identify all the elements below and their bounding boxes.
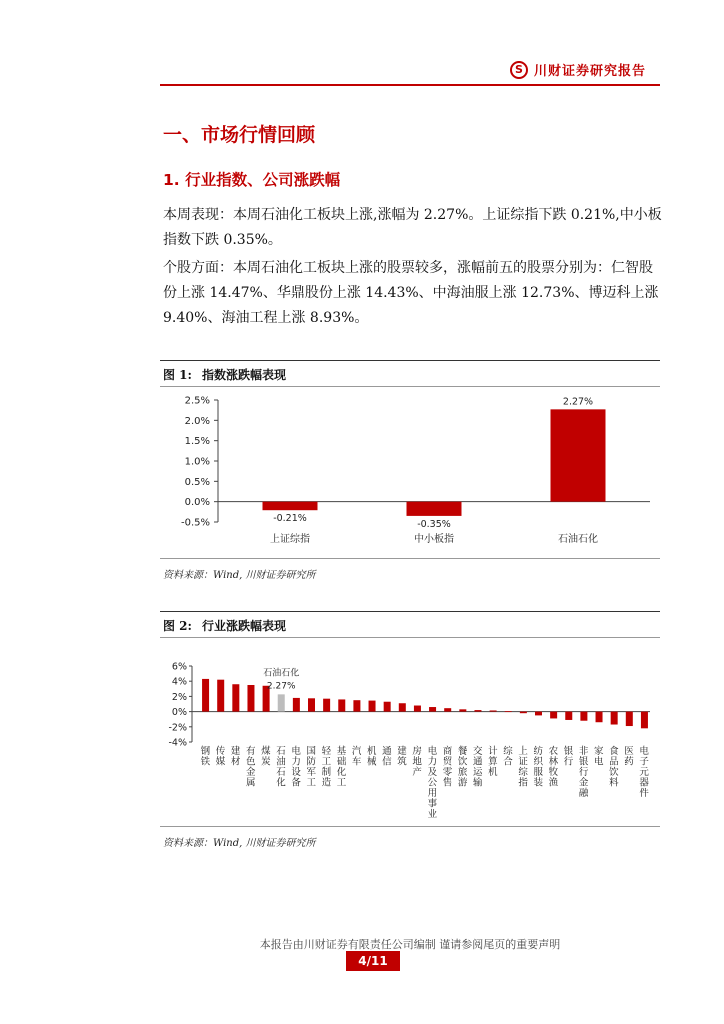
figure2-title-rule bbox=[160, 637, 660, 638]
subsection-title: 1. 行业指数、公司涨跌幅 bbox=[163, 171, 341, 189]
highlight-value-label: 2.27% bbox=[266, 681, 296, 692]
figure1-title-text: 指数涨跌幅表现 bbox=[201, 368, 286, 382]
category-label: 石油石化 bbox=[558, 534, 598, 545]
data-label: 2.27% bbox=[562, 396, 594, 408]
bar bbox=[535, 712, 542, 716]
bar bbox=[202, 679, 209, 712]
bar bbox=[565, 712, 572, 720]
brand-logo-icon: S bbox=[510, 61, 528, 79]
category-label: 石油石化 bbox=[276, 746, 286, 789]
bar bbox=[263, 502, 318, 511]
figure1-source: 资料来源：Wind, 川财证券研究所 bbox=[163, 570, 316, 581]
category-label: 国防军工 bbox=[306, 746, 317, 789]
bar bbox=[399, 703, 406, 711]
category-label: 电力及公用事业 bbox=[427, 746, 438, 820]
bar bbox=[505, 711, 512, 712]
y-tick-label: 2% bbox=[171, 691, 187, 703]
y-tick-label: 0% bbox=[171, 707, 187, 719]
category-label: 医药 bbox=[624, 746, 634, 768]
category-label: 汽车 bbox=[351, 746, 362, 768]
y-tick-label: 2.5% bbox=[184, 395, 210, 407]
page-number: 4/11 bbox=[346, 951, 400, 971]
paragraph-weekly-performance: 本周表现：本周石油化工板块上涨,涨幅为 2.27%。上证综指下跌 0.21%,中小板指数下跌 0.35%。 bbox=[163, 207, 662, 248]
paragraph-stock-performance: 个股方面：本周石油化工板块上涨的股票较多，涨幅前五的股票分别为：仁智股份上涨 14.47%、华鼎股份上涨 14.43%、中海油服上涨 12.73%、博迈科上涨 9.40%、海油工程上涨 8.93%。 bbox=[163, 260, 659, 326]
data-label: -0.35% bbox=[417, 518, 451, 530]
category-label: 银行 bbox=[563, 746, 574, 768]
category-label: 上证综指 bbox=[518, 746, 528, 789]
figure2-title-text: 行业涨跌幅表现 bbox=[201, 619, 286, 633]
figure1-bottom-rule bbox=[160, 558, 660, 559]
data-label: -0.21% bbox=[273, 513, 307, 525]
category-label: 纺织服装 bbox=[533, 746, 544, 789]
y-tick-label: 0.0% bbox=[184, 497, 210, 509]
category-label: 交通运输 bbox=[472, 746, 483, 789]
category-label: 房地产 bbox=[412, 746, 422, 778]
category-label: 机械 bbox=[367, 746, 377, 768]
bar bbox=[278, 694, 285, 711]
category-label: 轻工制造 bbox=[321, 746, 332, 789]
category-label: 餐饮旅游 bbox=[457, 746, 468, 789]
category-label: 传媒 bbox=[215, 746, 226, 768]
y-tick-label: 0.5% bbox=[184, 476, 210, 488]
figure2-label: 图 2: bbox=[163, 619, 192, 633]
bar bbox=[611, 712, 618, 725]
category-label: 中小板指 bbox=[414, 534, 454, 545]
bar bbox=[308, 698, 315, 711]
category-label: 建筑 bbox=[397, 746, 407, 768]
y-tick-label: -0.5% bbox=[180, 517, 210, 529]
header-rule bbox=[160, 84, 660, 86]
category-label: 有色金属 bbox=[245, 746, 256, 789]
category-label: 上证综指 bbox=[270, 534, 310, 545]
bar bbox=[323, 699, 330, 712]
bar bbox=[551, 409, 606, 501]
bar bbox=[369, 701, 376, 712]
report-brand bbox=[510, 60, 646, 79]
bar bbox=[580, 712, 587, 721]
bar bbox=[338, 699, 345, 711]
figure2-bottom-rule bbox=[160, 826, 660, 827]
category-label: 煤炭 bbox=[261, 746, 271, 768]
bar bbox=[293, 698, 300, 712]
y-tick-label: 1.0% bbox=[184, 456, 210, 468]
bar bbox=[626, 712, 633, 726]
bar bbox=[353, 700, 360, 711]
bar bbox=[596, 712, 603, 723]
bar bbox=[520, 712, 527, 714]
figure1-label: 图 1: bbox=[163, 368, 192, 382]
bar bbox=[407, 502, 462, 516]
footer-disclaimer: 本报告由川财证券有限责任公司编制 谨请参阅尾页的重要声明 bbox=[259, 938, 561, 951]
bar bbox=[217, 680, 224, 712]
category-label: 钢铁 bbox=[200, 746, 211, 768]
category-label: 计算机 bbox=[488, 746, 498, 778]
bar bbox=[490, 710, 497, 711]
y-tick-label: -4% bbox=[168, 737, 187, 749]
category-label: 食品饮料 bbox=[609, 746, 619, 789]
bar bbox=[474, 710, 481, 712]
y-tick-label: 2.0% bbox=[184, 415, 210, 427]
category-label: 商贸零售 bbox=[442, 746, 453, 789]
bar bbox=[414, 706, 421, 712]
category-label: 通信 bbox=[382, 746, 392, 768]
figure1-title-rule bbox=[160, 386, 660, 387]
category-label: 综合 bbox=[503, 746, 513, 768]
category-label: 建材 bbox=[230, 746, 241, 768]
figure2-title bbox=[163, 617, 296, 634]
bar bbox=[384, 702, 391, 712]
category-label: 基础化工 bbox=[336, 746, 347, 789]
y-tick-label: 4% bbox=[171, 676, 187, 688]
y-tick-label: 6% bbox=[171, 661, 187, 673]
category-label: 电力设备 bbox=[291, 746, 301, 789]
figure1-top-rule bbox=[160, 360, 660, 361]
bar bbox=[550, 712, 557, 719]
bar bbox=[232, 684, 239, 711]
category-label: 非银行金融 bbox=[578, 746, 589, 799]
bar bbox=[641, 712, 648, 729]
y-tick-label: 1.5% bbox=[184, 436, 210, 448]
bar bbox=[459, 709, 466, 711]
brand-name: 川财证券研究报告 bbox=[534, 64, 647, 79]
bar bbox=[429, 707, 436, 712]
figure2-top-rule bbox=[160, 611, 660, 612]
figure1-chart bbox=[160, 390, 660, 555]
bar bbox=[247, 685, 254, 712]
figure2-source: 资料来源：Wind, 川财证券研究所 bbox=[163, 838, 316, 849]
category-label: 家电 bbox=[594, 746, 604, 768]
highlight-category-label: 石油石化 bbox=[263, 668, 300, 679]
section-title: 一、市场行情回顾 bbox=[163, 124, 316, 146]
bar bbox=[444, 708, 451, 711]
category-label: 电子元器件 bbox=[639, 746, 649, 799]
category-label: 农林牧渔 bbox=[548, 746, 559, 789]
figure2-chart bbox=[160, 640, 660, 825]
figure1-title bbox=[163, 366, 296, 383]
y-tick-label: -2% bbox=[168, 722, 187, 734]
